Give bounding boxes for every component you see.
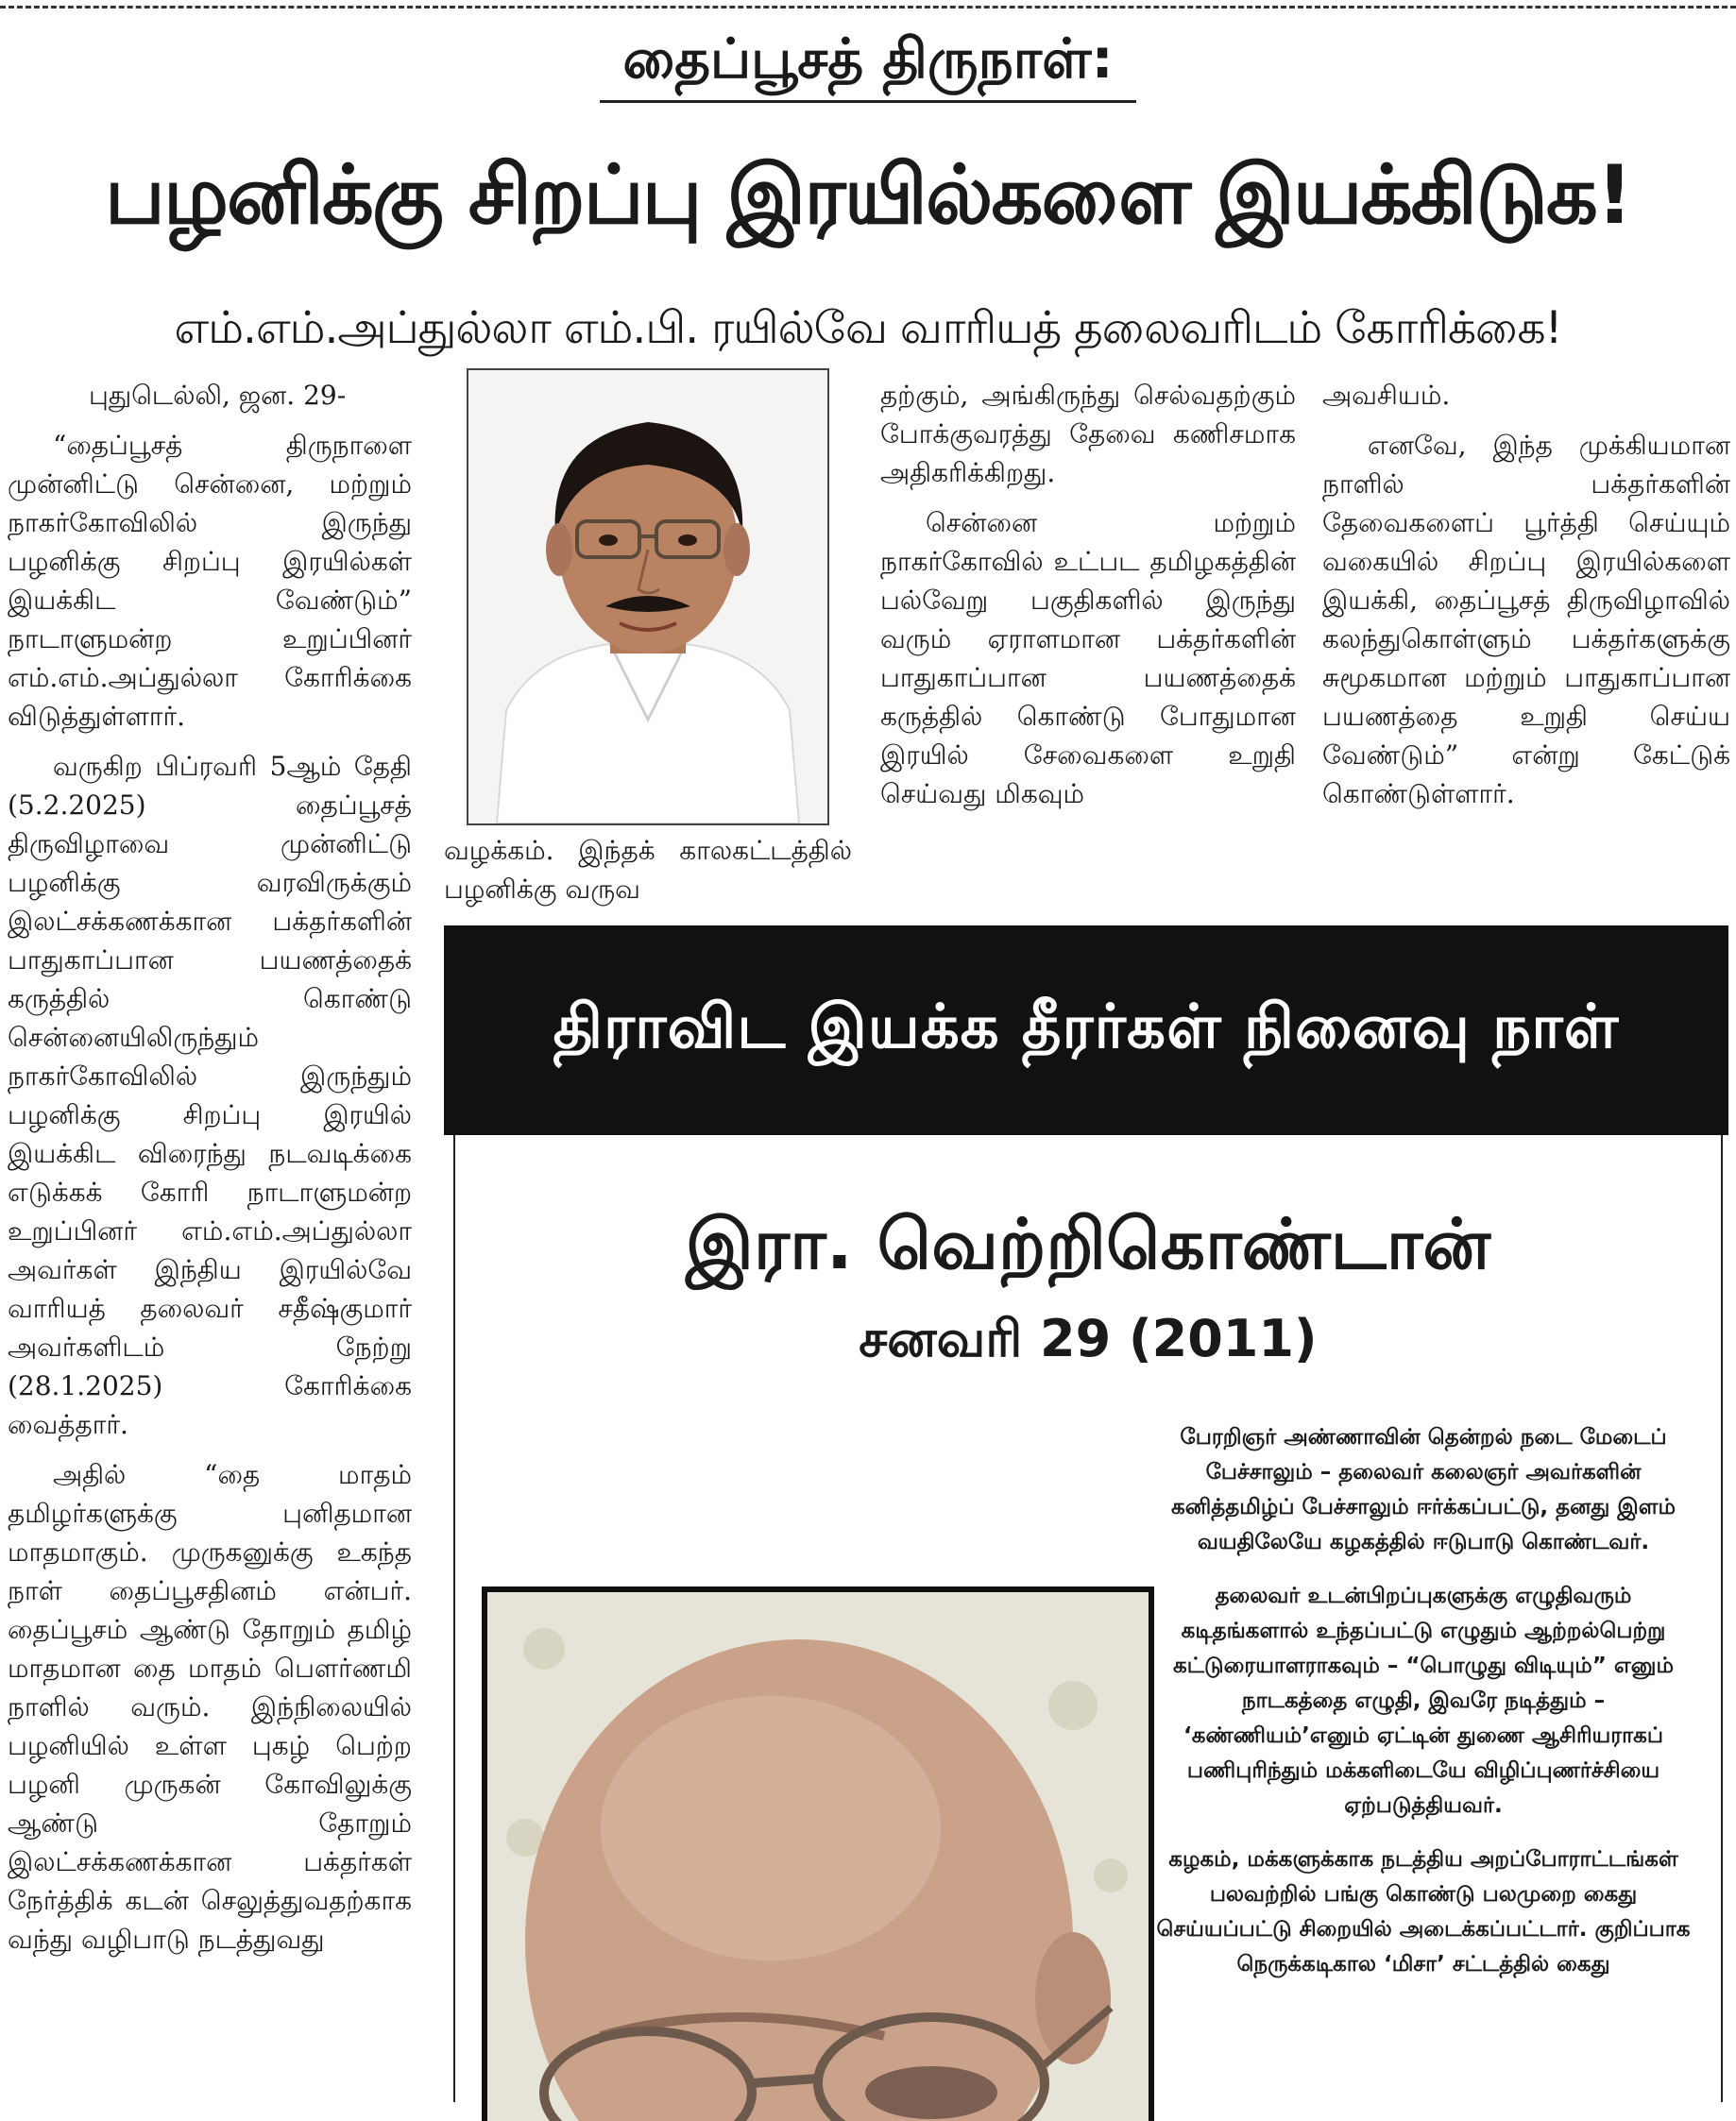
memorial-date: சனவரி 29 (2011) — [859, 1309, 1318, 1368]
memorial-paragraph: தலைவர் உடன்பிறப்புகளுக்கு எழுதிவரும் கடிதங்களால் உந்தப்பட்டு எழுதும் ஆற்றல்பெற்று கட்டுரையாளராகவும் – “பொழுது விடியும்” எனும் நாடகத்தை எழுதி, இவரே நடித்தும் – ‘கண்ணியம்’எனும் ஏட்டின் துணை ஆசிரியராகப் பணிபுரிந்தும் மக்களிடையே விழிப்புணர்ச்சியை ஏற்படுத்தியவர். — [1173, 1584, 1674, 1818]
headline: பழனிக்கு சிறப்பு இரயில்களை இயக்கிடுக! — [104, 148, 1632, 243]
memorial-banner — [444, 925, 1728, 1135]
dateline: புதுடெல்லி, ஜன. 29- — [89, 380, 347, 411]
article-paragraph: அதில் “தை மாதம் தமிழர்களுக்கு புனிதமான மாதமாகும். முருகனுக்கு உகந்த நாள் தைப்பூசதினம் என்பர். தைப்பூசம் ஆண்டு தோறும் தமிழ் மாதமான தை மாதம் பௌர்ணமி நாளில் வரும். இந்நிலையில் பழனியில் உள்ள புகழ் பெற்ற பழனி முருகன் கோவிலுக்கு ஆண்டு தோறும் இலட்சக்கணக்கான பக்தர்கள் நேர்த்திக் கடன் செலுத்துவதற்காக வந்து வழிபாடு நடத்துவது — [8, 1459, 412, 1955]
article-paragraph: தற்கும், அங்கிருந்து செல்வதற்கும் போக்குவரத்து தேவை கணிசமாக அதிகரிக்கிறது. — [880, 380, 1296, 488]
article-paragraph: வருகிற பிப்ரவரி 5ஆம் தேதி (5.2.2025) தைப்பூசத் திருவிழாவை முன்னிட்டு பழனிக்கு வரவிருக்கும் இலட்சக்கணக்கான பக்தர்களின் பாதுகாப்பான பயணத்தைக் கருத்தில் கொண்டு சென்னையிலிருந்தும் நாகர்கோவிலில் இருந்தும் பழனிக்கு சிறப்பு இரயில் இயக்கிட விரைந்து நடவடிக்கை எடுக்கக் கோரி நாடாளுமன்ற உறுப்பினர் எம்.எம்.அப்துல்லா அவர்கள் இந்திய இரயில்வே வாரியத் தலைவர் சதீஷ்குமார் அவர்களிடம் நேற்று (28.1.2025) கோரிக்கை வைத்தார். — [8, 751, 412, 1440]
article-column-1 — [8, 376, 412, 2100]
portrait-illustration — [468, 370, 827, 823]
memorial-portrait-photo — [482, 1587, 1154, 2121]
memorial-banner-title: திராவிட இயக்க தீரர்கள் நினைவு நாள் — [553, 991, 1620, 1062]
article-paragraph: அவசியம். — [1322, 380, 1451, 411]
mp-portrait-photo — [467, 368, 829, 825]
article-continuation-under-photo: வழக்கம். இந்தக் காலகட்டத்தில் பழனிக்கு வருவ — [444, 835, 852, 905]
article-paragraph: எனவே, இந்த முக்கியமான நாளில் பக்தர்களின் தேவைகளைப் பூர்த்தி செய்யும் வகையில் சிறப்பு இரயில்களை இயக்கி, தைப்பூசத் திருவிழாவில் கலந்துகொள்ளும் பக்தர்களுக்கு சுமூகமான மற்றும் பாதுகாப்பான பயணத்தை உறுதி செய்ய வேண்டும்” என்று கேட்டுக் கொண்டுள்ளார். — [1322, 430, 1730, 809]
article-paragraph: சென்னை மற்றும் நாகர்கோவில் உட்பட தமிழகத்தின் பல்வேறு பகுதிகளில் இருந்து வரும் ஏராளமான பக்தர்களின் பாதுகாப்பான பயணத்தைக் கருத்தில் கொண்டு போதுமான இரயில் சேவைகளை உறுதி செய்வது மிகவும் — [880, 507, 1296, 809]
kicker — [0, 25, 1736, 103]
memorial-paragraph: கழகம், மக்களுக்காக நடத்திய அறப்போராட்டங்கள் பலவற்றில் பங்கு கொண்டு பலமுறை கைது செய்யப்பட்டு சிறையில் அடைக்கப்பட்டார். குறிப்பாக நெருக்கடிகால ‘மிசா’ சட்டத்தில் கைது — [1156, 1847, 1691, 1977]
memorial-text — [1154, 1420, 1693, 2001]
article-paragraph: “தைப்பூசத் திருநாளை முன்னிட்டு சென்னை, மற்றும் நாகர்கோவிலில் இருந்து பழனிக்கு சிறப்பு இரயில்கள் இயக்கிட வேண்டும்” நாடாளுமன்ற உறுப்பினர் எம்.எம்.அப்துல்லா கோரிக்கை விடுத்துள்ளார். — [8, 430, 412, 732]
memorial-person-name: இரா. வெற்றிகொண்டான் — [685, 1204, 1491, 1285]
article-column-3 — [880, 376, 1296, 924]
article-column-4 — [1322, 376, 1730, 924]
memorial-portrait-illustration — [487, 1592, 1149, 2121]
kicker-text: தைப்பூசத் திருநாள்: — [600, 25, 1135, 103]
memorial-paragraph: பேரறிஞர் அண்ணாவின் தென்றல் நடை மேடைப் பேச்சாலும் – தலைவர் கலைஞர் அவர்களின் கனித்தமிழ்ப் பேச்சாலும் ஈர்க்கப்பட்டு, தனது இளம் வயதிலேயே கழகத்தில் ஈடுபாடு கொண்டவர். — [1171, 1425, 1676, 1554]
top-dashed-rule — [0, 6, 1736, 8]
memorial-box — [453, 1135, 1723, 2102]
deck-subheadline: எம்.எம்.அப்துல்லா எம்.பி. ரயில்வே வாரியத் தலைவரிடம் கோரிக்கை! — [174, 302, 1562, 354]
